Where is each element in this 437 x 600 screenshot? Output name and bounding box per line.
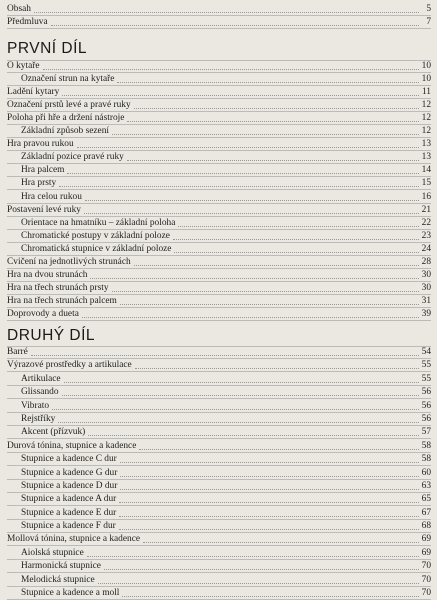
dot-leader (119, 500, 418, 503)
toc-entry-title: Rejstříky (21, 414, 56, 424)
toc-entry-page-number: 63 (421, 481, 431, 491)
toc-entry-page-number: 58 (421, 441, 431, 451)
toc-entry-title: Základní způsob sezení (21, 126, 109, 136)
dot-leader (104, 567, 419, 570)
toc-entry-page-number: 16 (421, 192, 431, 202)
toc-entry-title: Vibrato (21, 401, 50, 411)
toc-entry-page-number: 14 (421, 165, 431, 175)
row-divider (7, 28, 431, 29)
toc-entry-title: Ladění kytary (7, 87, 60, 97)
toc-entry[interactable] (21, 425, 431, 438)
toc-entry-title: Postavení levé ruky (7, 205, 81, 215)
toc-entry[interactable] (21, 190, 431, 203)
dot-leader (112, 289, 419, 292)
toc-entry-title: Stupnice a kadence G dur (21, 468, 118, 478)
toc-entry[interactable] (7, 358, 431, 371)
toc-entry-title: Chromatické postupy v základní poloze (21, 231, 170, 241)
dot-leader (117, 80, 418, 83)
toc-entry[interactable] (7, 15, 431, 28)
toc-entry-page-number: 39 (421, 309, 431, 319)
toc-entry[interactable] (7, 59, 431, 72)
toc-entry-title: Barré (7, 347, 28, 357)
dot-leader (90, 276, 418, 279)
toc-entry-title: Hra na třech strunách prsty (7, 283, 109, 293)
dot-leader (88, 433, 418, 436)
toc-entry-page-number: 55 (421, 360, 431, 370)
toc-entry[interactable] (7, 307, 431, 320)
toc-entry-title: Aiolská stupnice (21, 548, 84, 558)
toc-entry-page-number: 28 (421, 257, 431, 267)
part-heading-2: DRUHÝ DÍL (7, 327, 96, 344)
dot-leader (120, 460, 419, 463)
toc-entry[interactable] (21, 242, 431, 255)
toc-entry-title: Označení strun na kytaře (21, 74, 115, 84)
toc-entry[interactable] (21, 492, 431, 505)
dot-leader (82, 315, 419, 318)
toc-entry-page-number: 68 (421, 521, 431, 531)
toc-entry-title: Durová tónina, stupnice a kadence (7, 441, 137, 451)
toc-entry-page-number: 70 (421, 588, 431, 598)
toc-entry[interactable] (21, 150, 431, 163)
toc-entry-page-number: 56 (421, 414, 431, 424)
toc-entry-title: Hra pravou rukou (7, 139, 74, 149)
toc-entry-page-number: 12 (421, 113, 431, 123)
toc-entry-page-number: 65 (421, 494, 431, 504)
toc-entry[interactable] (7, 98, 431, 111)
toc-entry-title: Stupnice a kadence a moll (21, 588, 120, 598)
toc-entry[interactable] (7, 85, 431, 98)
toc-entry[interactable] (7, 532, 431, 545)
toc-entry-page-number: 54 (421, 347, 431, 357)
dot-leader (119, 527, 419, 530)
dot-leader (127, 158, 419, 161)
toc-entry-page-number: 70 (421, 575, 431, 585)
dot-leader (85, 198, 419, 201)
toc-entry[interactable] (7, 268, 431, 281)
toc-entry-title: Cvičení na jednotlivých strunách (7, 257, 131, 267)
dot-leader (173, 237, 419, 240)
part-heading-1: PRVNÍ DÍL (7, 40, 88, 57)
toc-entry-title: Stupnice a kadence A dur (21, 494, 117, 504)
dot-leader (135, 366, 419, 369)
toc-entry-page-number: 69 (421, 548, 431, 558)
toc-entry[interactable] (21, 399, 431, 412)
toc-entry[interactable] (7, 111, 431, 124)
toc-entry-page-number: 12 (421, 126, 431, 136)
toc-entry-page-number: 30 (421, 283, 431, 293)
toc-entry[interactable] (21, 412, 431, 425)
toc-entry[interactable] (21, 163, 431, 176)
toc-entry-page-number: 57 (421, 427, 431, 437)
toc-entry-page-number: 5 (426, 4, 431, 14)
dot-leader (143, 540, 419, 543)
toc-entry-page-number: 12 (421, 100, 431, 110)
dot-leader (59, 184, 418, 187)
toc-entry-page-number: 30 (421, 270, 431, 280)
toc-entry[interactable] (7, 203, 431, 216)
toc-entry-page-number: 10 (421, 74, 431, 84)
dot-leader (58, 420, 418, 423)
dot-leader (178, 224, 418, 227)
toc-entry-title: Hra palcem (21, 165, 65, 175)
dot-leader (119, 514, 418, 517)
toc-entry-page-number: 56 (421, 387, 431, 397)
toc-entry[interactable] (21, 479, 431, 492)
toc-entry-title: Obsah (7, 4, 31, 14)
row-divider (7, 320, 431, 321)
dot-leader (98, 581, 419, 584)
dot-leader (77, 145, 419, 148)
toc-entry-title: Melodická stupnice (21, 575, 95, 585)
toc-entry-page-number: 70 (421, 561, 431, 571)
dot-leader (87, 554, 419, 557)
dot-leader (120, 487, 418, 490)
dot-leader (62, 393, 419, 396)
toc-entry[interactable] (21, 372, 431, 385)
toc-entry-page-number: 7 (426, 17, 431, 27)
dot-leader (43, 67, 419, 70)
toc-entry-title: Základní pozice pravé ruky (21, 152, 124, 162)
toc-entry-page-number: 58 (421, 454, 431, 464)
toc-entry[interactable] (7, 137, 431, 150)
dot-leader (67, 171, 418, 174)
toc-entry-page-number: 31 (421, 296, 431, 306)
toc-entry[interactable] (7, 345, 431, 358)
dot-leader (174, 250, 418, 253)
toc-entry-page-number: 10 (421, 61, 431, 71)
toc-entry-title: Akcent (přízvuk) (21, 427, 86, 437)
toc-entry-title: Stupnice a kadence E dur (21, 508, 117, 518)
toc-entry-title: Stupnice a kadence D dur (21, 481, 118, 491)
toc-entry[interactable] (21, 546, 431, 559)
toc-entry-title: Artikulace (21, 374, 61, 384)
dot-leader (127, 119, 418, 122)
toc-entry[interactable] (21, 124, 431, 137)
dot-leader (64, 380, 419, 383)
toc-entry-page-number: 13 (421, 152, 431, 162)
toc-entry-title: Mollová tónina, stupnice a kadence (7, 534, 141, 544)
toc-entry[interactable] (7, 255, 431, 268)
toc-entry-title: O kytaře (7, 61, 40, 71)
toc-entry-page-number: 11 (421, 87, 431, 97)
toc-entry-title: Předmluva (7, 17, 48, 27)
dot-leader (112, 132, 419, 135)
toc-entry-title: Výrazové prostředky a artikulace (7, 360, 132, 370)
toc-entry[interactable] (21, 229, 431, 242)
dot-leader (120, 474, 418, 477)
toc-entry-page-number: 15 (421, 178, 431, 188)
toc-entry[interactable] (21, 559, 431, 572)
toc-entry-page-number: 67 (421, 508, 431, 518)
toc-entry[interactable] (21, 216, 431, 229)
toc-entry-title: Harmonická stupnice (21, 561, 101, 571)
toc-entry-title: Chromatická stupnice v základní poloze (21, 244, 172, 254)
toc-entry-title: Orientace na hmatníku – základní poloha (21, 218, 176, 228)
toc-entry[interactable] (21, 176, 431, 189)
toc-entry[interactable] (21, 466, 431, 479)
dot-leader (120, 302, 419, 305)
toc-entry[interactable] (21, 72, 431, 85)
dot-leader (52, 407, 419, 410)
dot-leader (62, 93, 419, 96)
toc-entry[interactable] (21, 573, 431, 586)
toc-entry-page-number: 69 (421, 534, 431, 544)
toc-entry[interactable] (21, 452, 431, 465)
toc-entry-title: Hra prsty (21, 178, 57, 188)
toc-entry-page-number: 55 (421, 374, 431, 384)
toc-entry-title: Stupnice a kadence C dur (21, 454, 117, 464)
toc-entry[interactable] (7, 2, 431, 15)
toc-entry-title: Hra celou rukou (21, 192, 82, 202)
toc-entry[interactable] (21, 385, 431, 398)
toc-entry-page-number: 21 (421, 205, 431, 215)
dot-leader (122, 594, 418, 597)
toc-entry[interactable] (21, 519, 431, 532)
toc-entry[interactable] (7, 281, 431, 294)
toc-entry-title: Hra na dvou strunách (7, 270, 88, 280)
dot-leader (134, 263, 419, 266)
toc-entry-page-number: 13 (421, 139, 431, 149)
toc-entry-title: Stupnice a kadence F dur (21, 521, 116, 531)
dot-leader (31, 353, 419, 356)
toc-entry-page-number: 56 (421, 401, 431, 411)
toc-entry-title: Doprovody a dueta (7, 309, 79, 319)
toc-entry-title: Označení prstů levé a pravé ruky (7, 100, 131, 110)
toc-entry[interactable] (7, 294, 431, 307)
dot-leader (84, 211, 419, 214)
dot-leader (51, 23, 419, 26)
toc-entry-title: Hra na třech strunách palcem (7, 296, 117, 306)
toc-entry[interactable] (21, 506, 431, 519)
dot-leader (139, 447, 418, 450)
dot-leader (34, 10, 419, 13)
toc-entry-page-number: 22 (421, 218, 431, 228)
toc-entry-title: Glissando (21, 387, 59, 397)
toc-entry-page-number: 60 (421, 468, 431, 478)
toc-entry-page-number: 24 (421, 244, 431, 254)
toc-entry[interactable] (7, 439, 431, 452)
toc-entry-page-number: 23 (421, 231, 431, 241)
dot-leader (134, 106, 419, 109)
toc-entry-title: Poloha při hře a držení nástroje (7, 113, 125, 123)
toc-entry[interactable] (21, 586, 431, 599)
